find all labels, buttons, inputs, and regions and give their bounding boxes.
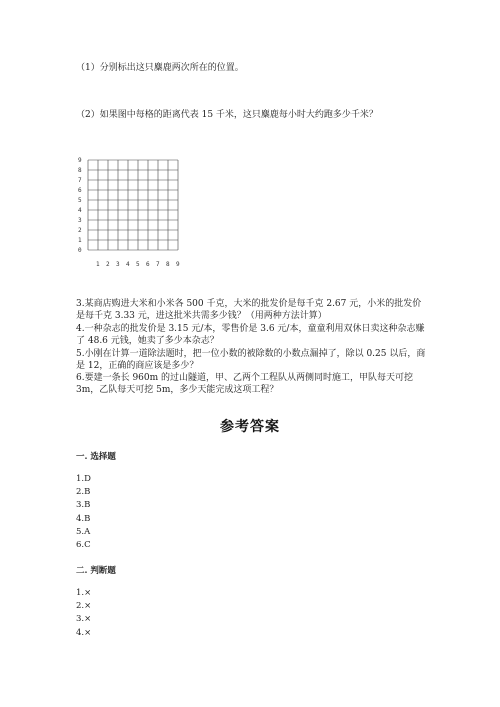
grid-y-label: 0	[78, 247, 82, 254]
answer-item: 4.×	[76, 627, 92, 638]
grid-x-label: 8	[166, 261, 170, 268]
answer-item: 3.×	[76, 614, 92, 625]
grid-y-label: 2	[78, 227, 82, 234]
grid-lines	[88, 160, 178, 250]
grid-y-labels	[78, 157, 82, 254]
problem-3: 3.某商店购进大米和小米各 500 千克，大米的批发价是每千克 2.67 元，小米的批发价是每千克 3.33 元，进这批米共需多少钱？（用两种方法计算）	[76, 299, 422, 322]
grid-x-label: 6	[146, 261, 150, 268]
grid-y-label: 4	[78, 207, 82, 214]
judge-answers	[76, 587, 91, 640]
answer-item: 2.B	[76, 487, 91, 498]
problem-6: 6.要建一条长 960m 的过山隧道，甲、乙两个工程队从两侧同时施工，甲队每天可挖 3m，乙队每天可挖 5m，多少天能完成这项工程？	[76, 373, 414, 396]
grid-x-label: 1	[96, 261, 100, 268]
answer-item: 5.A	[76, 526, 91, 537]
coordinate-grid	[78, 154, 198, 276]
answer-item: 2.×	[76, 601, 92, 612]
grid-y-label: 3	[78, 217, 82, 224]
grid-y-label: 6	[78, 187, 82, 194]
grid-x-label: 5	[136, 261, 140, 268]
grid-x-label: 2	[106, 261, 110, 268]
grid-x-label: 7	[156, 261, 160, 268]
question-part-1: （1）分别标出这只麋鹿两次所在的位置。	[76, 63, 244, 73]
answer-title: 参考答案	[220, 419, 280, 435]
answer-item: 3.B	[76, 500, 91, 511]
grid-x-label: 9	[176, 261, 180, 268]
grid-x-labels	[96, 261, 180, 268]
answer-item: 1.×	[76, 588, 92, 598]
section-heading-choice: 一. 选择题	[76, 452, 116, 462]
answer-item: 1.D	[76, 474, 91, 484]
problem-5: 5.小刚在计算一道除法题时，把一位小数的被除数的小数点漏掉了，除以 0.25 以后，商是 12，正确的商应该是多少？	[76, 349, 426, 372]
grid-x-label: 3	[116, 261, 120, 268]
problem-4: 4.一种杂志的批发价是 3.15 元/本，零售价是 3.6 元/本，童童利用双休日卖这种杂志赚了 48.6 元钱，她卖了多少本杂志？	[76, 324, 425, 347]
grid-y-label: 7	[78, 177, 82, 184]
grid-x-label: 4	[126, 261, 130, 268]
grid-y-label: 8	[78, 167, 82, 174]
grid-y-label: 5	[78, 197, 82, 204]
answer-item: 6.C	[76, 539, 91, 550]
answer-item: 4.B	[76, 513, 91, 524]
question-part-2: （2）如果图中每格的距离代表 15 千米，这只麋鹿每小时大约跑多少千米？	[76, 110, 378, 120]
grid-y-label: 1	[78, 237, 82, 244]
choice-answers	[76, 473, 91, 552]
grid-y-label: 9	[78, 157, 82, 164]
section-heading-judge: 二. 判断题	[76, 566, 116, 576]
